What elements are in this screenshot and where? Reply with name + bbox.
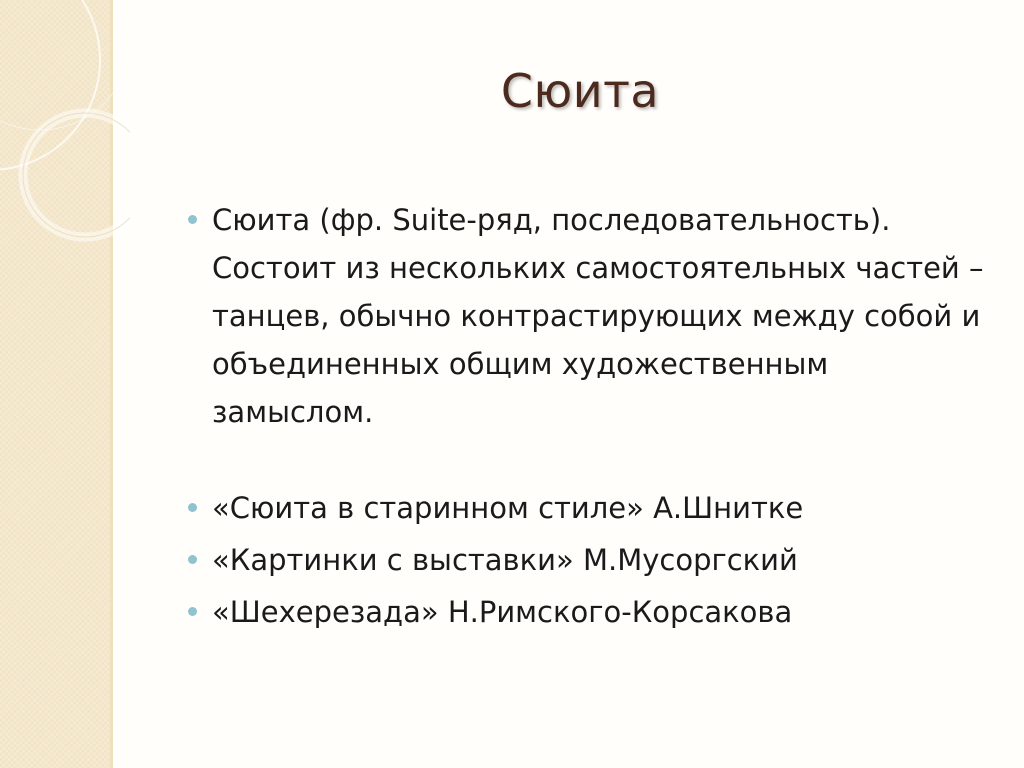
bullet-item-definition — [188, 196, 988, 436]
bullet-text: «Шехерезада» Н.Римского-Корсакова — [212, 595, 793, 629]
bullet-marker-icon — [188, 607, 197, 616]
bullet-text: «Картинки с выставки» М.Мусоргский — [212, 543, 798, 577]
bullet-text: Сюита (фр. Suite-ряд, последовательность). Состоит из нескольких самостоятельных частей – танцев, обычно контрастирующих между собой и объединенных общим художественным замыслом. — [212, 203, 984, 429]
bullet-item-rimsky-korsakov — [188, 588, 988, 636]
bullet-marker-icon — [188, 555, 197, 564]
bullet-item-mussorgsky — [188, 536, 988, 584]
slide-title: Сюита — [500, 64, 660, 118]
bullet-list — [188, 196, 988, 636]
bullet-item-schnittke — [188, 484, 988, 532]
decorative-circles — [0, 0, 130, 300]
bullet-text: «Сюита в старинном стиле» А.Шнитке — [212, 491, 804, 525]
bullet-marker-icon — [188, 503, 197, 512]
bullet-marker-icon — [188, 215, 197, 224]
